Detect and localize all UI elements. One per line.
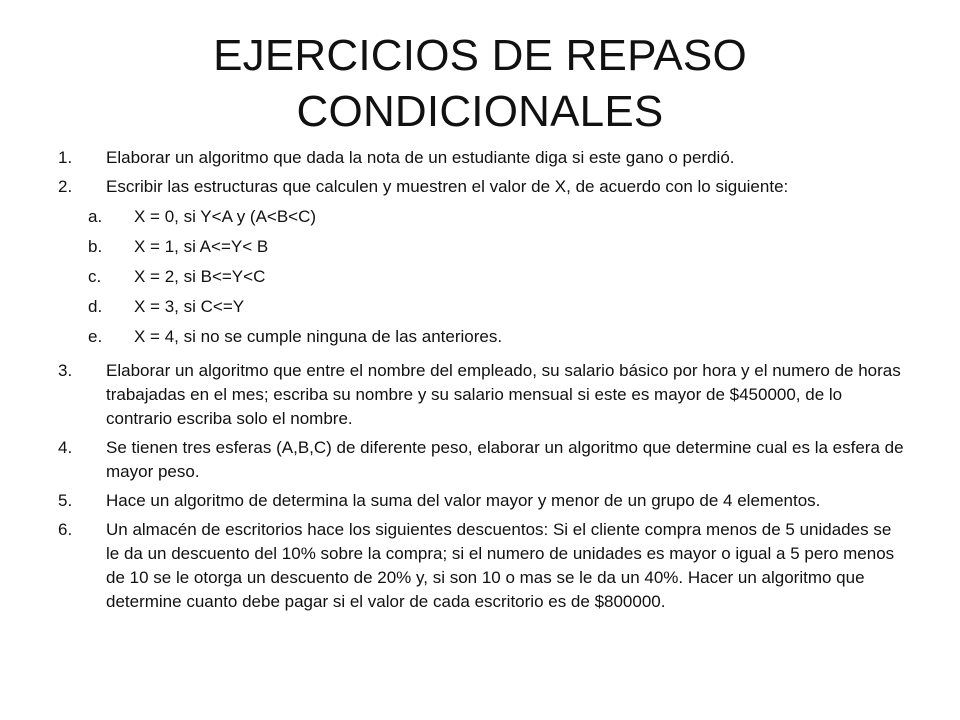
sub-item-text: X = 3, si C<=Y <box>134 297 245 316</box>
item-text: Escribir las estructuras que calculen y muestren el valor de X, de acuerdo con lo siguiente: <box>106 177 789 196</box>
sub-item-letter: a. <box>88 207 103 226</box>
item-text: Se tienen tres esferas (A,B,C) de diferente peso, elaborar un algoritmo que determine cual es la esfera de mayor peso. <box>106 438 904 481</box>
item-text: Elaborar un algoritmo que entre el nombre del empleado, su salario básico por hora y el numero de horas trabajadas en el mes; escriba su nombre y su salario mensual si este es mayor de $450000, de lo contrario escriba solo el nombre. <box>106 361 901 428</box>
list-item <box>58 359 908 431</box>
sub-list-item <box>58 235 908 265</box>
list-item <box>58 518 908 614</box>
sub-list-item <box>58 265 908 295</box>
slide-title-line-1: EJERCICIOS DE REPASO <box>213 31 747 80</box>
sub-item-text: X = 2, si B<=Y<C <box>134 267 266 286</box>
sub-item-letter: e. <box>88 327 103 346</box>
item-text: Elaborar un algoritmo que dada la nota de un estudiante diga si este gano o perdió. <box>106 148 735 167</box>
sub-list <box>58 205 908 355</box>
item-number: 1. <box>58 148 73 167</box>
list-item <box>58 146 908 170</box>
item-text: Hace un algoritmo de determina la suma del valor mayor y menor de un grupo de 4 elementos. <box>106 491 821 510</box>
list-item <box>58 175 908 199</box>
item-number: 5. <box>58 491 73 510</box>
slide-title <box>0 28 960 140</box>
sub-item-text: X = 0, si Y<A y (A<B<C) <box>134 207 317 226</box>
sub-item-letter: c. <box>88 267 102 286</box>
item-number: 6. <box>58 520 73 539</box>
item-number: 3. <box>58 361 73 380</box>
sub-item-text: X = 1, si A<=Y< B <box>134 237 269 256</box>
sub-list-item <box>58 295 908 325</box>
list-item <box>58 489 908 513</box>
sub-list-item <box>58 325 908 355</box>
list-item <box>58 436 908 484</box>
sub-list-item <box>58 205 908 235</box>
item-number: 2. <box>58 177 73 196</box>
exercise-list <box>58 146 908 619</box>
item-number: 4. <box>58 438 73 457</box>
sub-item-letter: d. <box>88 297 103 316</box>
slide-title-line-2: CONDICIONALES <box>296 87 664 136</box>
sub-item-letter: b. <box>88 237 103 256</box>
item-text: Un almacén de escritorios hace los siguientes descuentos: Si el cliente compra menos de 5 unidades se le da un descuento del 10% sobre la compra; si el numero de unidades es mayor o igual a 5 pero menos de 10 se le otorga un descuento de 20% y, si son 10 o mas se le da un 40%. Hacer un algoritmo que determine cuanto debe pagar si el valor de cada escritorio es de $800000. <box>106 520 895 611</box>
sub-item-text: X = 4, si no se cumple ninguna de las anteriores. <box>134 327 503 346</box>
